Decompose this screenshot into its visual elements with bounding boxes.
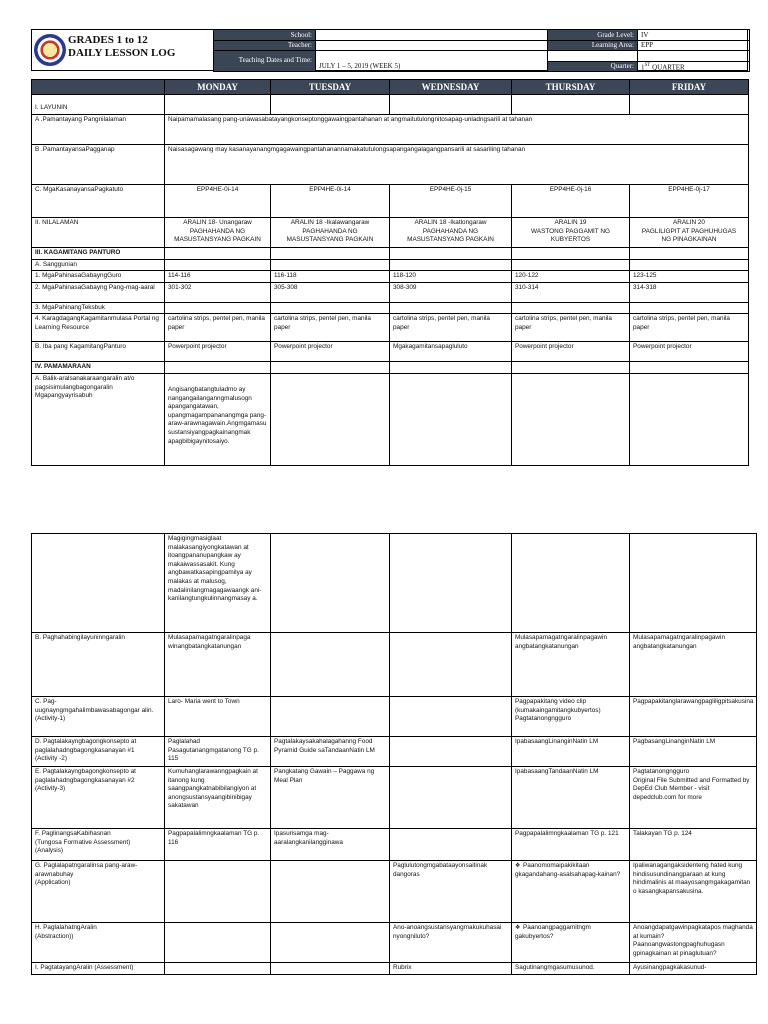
dll-header (31, 29, 748, 71)
teacher-label: Teacher: (214, 40, 316, 51)
abstraction-friday: Anoangdapatgawinpagkatapos maghanda at kumain? Paanoangwastongpaghuhugasn gpinagkainan at pinaglutuan? (630, 923, 757, 963)
diamond-bullet-icon: ❖ (515, 863, 521, 869)
other-materials-cell: Powerpoint projector (630, 342, 749, 362)
pag-uugnay-monday: Laro- Maria went to Town (165, 697, 271, 737)
mag-aaral-pages: 308-309 (390, 282, 512, 302)
activity-2-friday: PagbasangLinanginNatin LM (630, 737, 757, 767)
paghahabi-label: B. Paghahabingilayuninngaralin (32, 633, 165, 697)
application-wednesday: Paglulutongmgabataayonsaitinak dangoras (390, 861, 512, 923)
nilalaman-label: II. NILALAMAN (32, 218, 165, 248)
karagdagang-kagamitan-label: 4. KaragdagangKagamitanmulasa Portal ng Learning Resource (32, 314, 165, 342)
pamantayan-sa-pagganap-label: B .PamantayansaPagganap (32, 145, 165, 185)
day-header-thursday: THURSDAY (512, 80, 630, 95)
analysis-tuesday: Ipasurisamga mag-aaralangkanilangginawa (271, 829, 390, 861)
materials-cell: cartolina strips, pentel pen, manila paper (630, 314, 749, 342)
abstraction-label: H. PaglalahatngAralin (Abstraction)) (32, 923, 165, 963)
guro-pages: 123-125 (630, 271, 749, 283)
diamond-bullet-icon: ❖ (515, 925, 521, 931)
corner-header (32, 80, 165, 95)
day-header-monday: MONDAY (165, 80, 271, 95)
assessment-friday: Ayusinangpagkakasunud- (630, 963, 757, 975)
materials-cell: cartolina strips, pentel pen, manila paper (165, 314, 271, 342)
sanggunian-label: A. Sanggunian (32, 259, 165, 271)
activity-2-label: D. Pagtalakayngbagongkonsepto at paglalahadngbagongkasanayan #1 (Activity -2) (32, 737, 165, 767)
deped-seal-icon (34, 34, 66, 66)
nilalaman-cell: ARALIN 18- Unangaraw PAGHAHANDA NG MASUSTANSYANG PAGKAIN (165, 218, 271, 248)
teacher-value (316, 40, 548, 51)
gabay-mag-aaral-label: 2. MgaPahinasaGabayng Pang-mag-aaral (32, 282, 165, 302)
guro-pages: 116-118 (271, 271, 390, 283)
activity-3-monday: Kumuhanglarawanngpagkain at itanong kung saangpangkatnabibilangiyon at anongsustansyaangibinibigay sakatawan (165, 767, 271, 829)
paghahabi-thursday: Mulasapamagatngaralinpagawin angbatangkatanungan (512, 633, 630, 697)
day-header-tuesday: TUESDAY (271, 80, 390, 95)
lesson-log-table-page1 (31, 79, 749, 466)
day-header-friday: FRIDAY (630, 80, 749, 95)
application-friday: Ipaliwanagangaksidenteng hated kung hindisusundinangparaan at kung hindimalinis at maayosangmgakagamitan o kasangkapansakusina. (630, 861, 757, 923)
mag-aaral-pages: 301-302 (165, 282, 271, 302)
activity-3-tuesday: Pangkatang Gawain – Paggawa ng Meal Plan (271, 767, 390, 829)
pag-uugnay-thursday: Pagpapakitang video clip (kumakaingamitangkubyertos) Pagtatanongngguro (512, 697, 630, 737)
activity-3-label: E. Pagtalakayngbagongkonsepto at paglalahadngbagongkasanayan #2 (Activity-3) (32, 767, 165, 829)
pamantayan-sa-pagganap-text: Naisasagawang may kasanayanangmgagawaingpantahanannamakatutulongsapangangalagangpansarili at sasariling tahanan (165, 145, 749, 185)
abstraction-wednesday: Ano-anoangsustansyangmakukuhasai nyongniluto? (390, 923, 512, 963)
other-materials-cell: Powerpoint projector (512, 342, 630, 362)
paghahabi-monday: Mulasapamagatngaralinpaga winangbatangkatanungan (165, 633, 271, 697)
activity-3-friday: Pagtatanongngguro Original File Submitted and Formatted by DepEd Club Member - visit depedclub.com for more (630, 767, 757, 829)
school-value (316, 30, 548, 41)
kagamitang-panturo-heading: III. KAGAMITANG PANTURO (32, 248, 165, 260)
application-label: G. Paglalapatngaralinsa pang-araw-arawnabuhay (Application) (32, 861, 165, 923)
competency-code: EPP4HE-0j-17 (630, 185, 749, 218)
other-materials-cell: Mgakagamitansapagluluto (390, 342, 512, 362)
competency-code: EPP4HE-0j-15 (390, 185, 512, 218)
pamantayang-pangnilalaman-label: A .Pamantayang Pangnilalaman (32, 115, 165, 145)
grade-level-label: Grade Level: (548, 30, 638, 41)
teksbuk-label: 3. MgaPahinangTeksbuk (32, 302, 165, 314)
materials-cell: cartolina strips, pentel pen, manila paper (390, 314, 512, 342)
nilalaman-cell: ARALIN 20 PAGLILIGPIT AT PAGHUHUGAS NG PINAGKAINAN (630, 218, 749, 248)
nilalaman-cell: ARALIN 19 WASTONG PAGGAMIT NG KUBYERTOS (512, 218, 630, 248)
paghahabi-friday: Mulasapamagatngaralinpagawin angbatangkatanungan (630, 633, 757, 697)
mag-aaral-pages: 305-308 (271, 282, 390, 302)
activity-2-monday: Paglalahad Pasagutanangmgatanong TG p. 115 (165, 737, 271, 767)
competency-code: EPP4HE-0i-14 (165, 185, 271, 218)
analysis-monday: Pagpapalalimngkaalaman TG p. 116 (165, 829, 271, 861)
balik-aral-monday-continued: Magigingmasiglaat malakasangiyongkatawan at itoangpananupangkaw ay makaiwassasakit. Kung angbawatkasapingpamilya ay malakas at malusog, madalinilangmagagawaangk ani-kanilangtungkulinnangmasay a. (165, 534, 271, 633)
iba-pang-kagamitan-label: B. Iba pang KagamitangPanturo (32, 342, 165, 362)
materials-cell: cartolina strips, pentel pen, manila paper (512, 314, 630, 342)
mag-aaral-pages: 314-318 (630, 282, 749, 302)
nilalaman-cell: ARALIN 18 -Ikalawangaraw PAGHAHANDA NG MASUSTANSYANG PAGKAIN (271, 218, 390, 248)
activity-3-thursday: IpabasaangTandaanNatin LM (512, 767, 630, 829)
learning-area-value: EPP (638, 40, 750, 51)
pamantayang-pangnilalaman-text: Naipamamalasang pang-unawasabatayangkonseptonggawaingpantahanan at angmaitutulongnitosapag-unladngsarili at tahanan (165, 115, 749, 145)
quarter-label: Quarter: (548, 61, 638, 72)
balik-aral-monday: Angisangbatangtuladmo ay nangangailanganngmalusogn apangangatawan, upangmagampananangmga pang-araw-arawnagawain.Angmgamasu sustansiyangpagkainangmak apagbibigaynitosaiyo. (165, 373, 271, 465)
kasanayan-label: C. MgaKasanayansaPagkatuto (32, 185, 165, 218)
teaching-dates-label: Teaching Dates and Time: (214, 51, 316, 72)
header-info-table (213, 29, 750, 72)
guro-pages: 118-120 (390, 271, 512, 283)
pag-uugnay-label: C. Pag-uugnayngmgahalimbawasabagongar alin. (Activity-1) (32, 697, 165, 737)
competency-code: EPP4HE-0i-14 (271, 185, 390, 218)
assessment-thursday: Sagutinangmgasumusunod. (512, 963, 630, 975)
school-label: School: (214, 30, 316, 41)
layunin-heading: I. LAYUNIN (32, 95, 165, 115)
competency-code: EPP4HE-0j-16 (512, 185, 630, 218)
gabay-guro-label: 1. MgaPahinasaGabayngGuro (32, 271, 165, 283)
guro-pages: 120-122 (512, 271, 630, 283)
pamamaraan-heading: IV. PAMAMARAAN (32, 362, 165, 374)
nilalaman-cell: ARALIN 18 -Ikatlongaraw PAGHAHANDA NG MASUSTANSYANG PAGKAIN (390, 218, 512, 248)
balik-aral-label: A. Balik-aralsanakaraangaralin at/o pagsisimulangbagongaralin Mgapangyayrisabuh (32, 373, 165, 465)
dll-title: DAILY LESSON LOG (68, 47, 176, 59)
materials-cell: cartolina strips, pentel pen, manila paper (271, 314, 390, 342)
lesson-log-table-page2 (31, 533, 757, 975)
guro-pages: 114-116 (165, 271, 271, 283)
pag-uugnay-friday: Pagpapakitanglarawangpagliligpitsakusina (630, 697, 757, 737)
activity-2-tuesday: Pagtalakaysakahalagahanng Food Pyramid Guide saTandaanNatin LM (271, 737, 390, 767)
learning-area-label: Learning Area: (548, 40, 638, 51)
day-header-wednesday: WEDNESDAY (390, 80, 512, 95)
other-materials-cell: Powerpoint projector (271, 342, 390, 362)
mag-aaral-pages: 310-314 (512, 282, 630, 302)
grade-level-value: IV (638, 30, 750, 41)
analysis-label: F. PaglinangsaKabihasnan (Tungosa Formative Assessment) (Analysis) (32, 829, 165, 861)
other-materials-cell: Powerpoint projector (165, 342, 271, 362)
abstraction-thursday: Paanoangpaggamitngm gakubyertos? (515, 924, 591, 940)
analysis-thursday: Pagpapalalimngkaalaman TG p. 121 (512, 829, 630, 861)
application-thursday: Paanomomaipakikitaan gkagandahang-asalsahapag-kainan? (515, 862, 621, 878)
analysis-friday: Talakayan TG p. 124 (630, 829, 757, 861)
assessment-wednesday: Rubrix (390, 963, 512, 975)
teaching-dates-value: JULY 1 – 5, 2019 (WEEK 5) (316, 51, 548, 72)
quarter-value: 1ST QUARTER (638, 61, 750, 72)
assessment-label: I. PagtatayangAralin (Assessment) (32, 963, 165, 975)
activity-2-thursday: IpabasaangLinanginNatin LM (512, 737, 630, 767)
grades-title: GRADES 1 to 12 (68, 34, 148, 46)
